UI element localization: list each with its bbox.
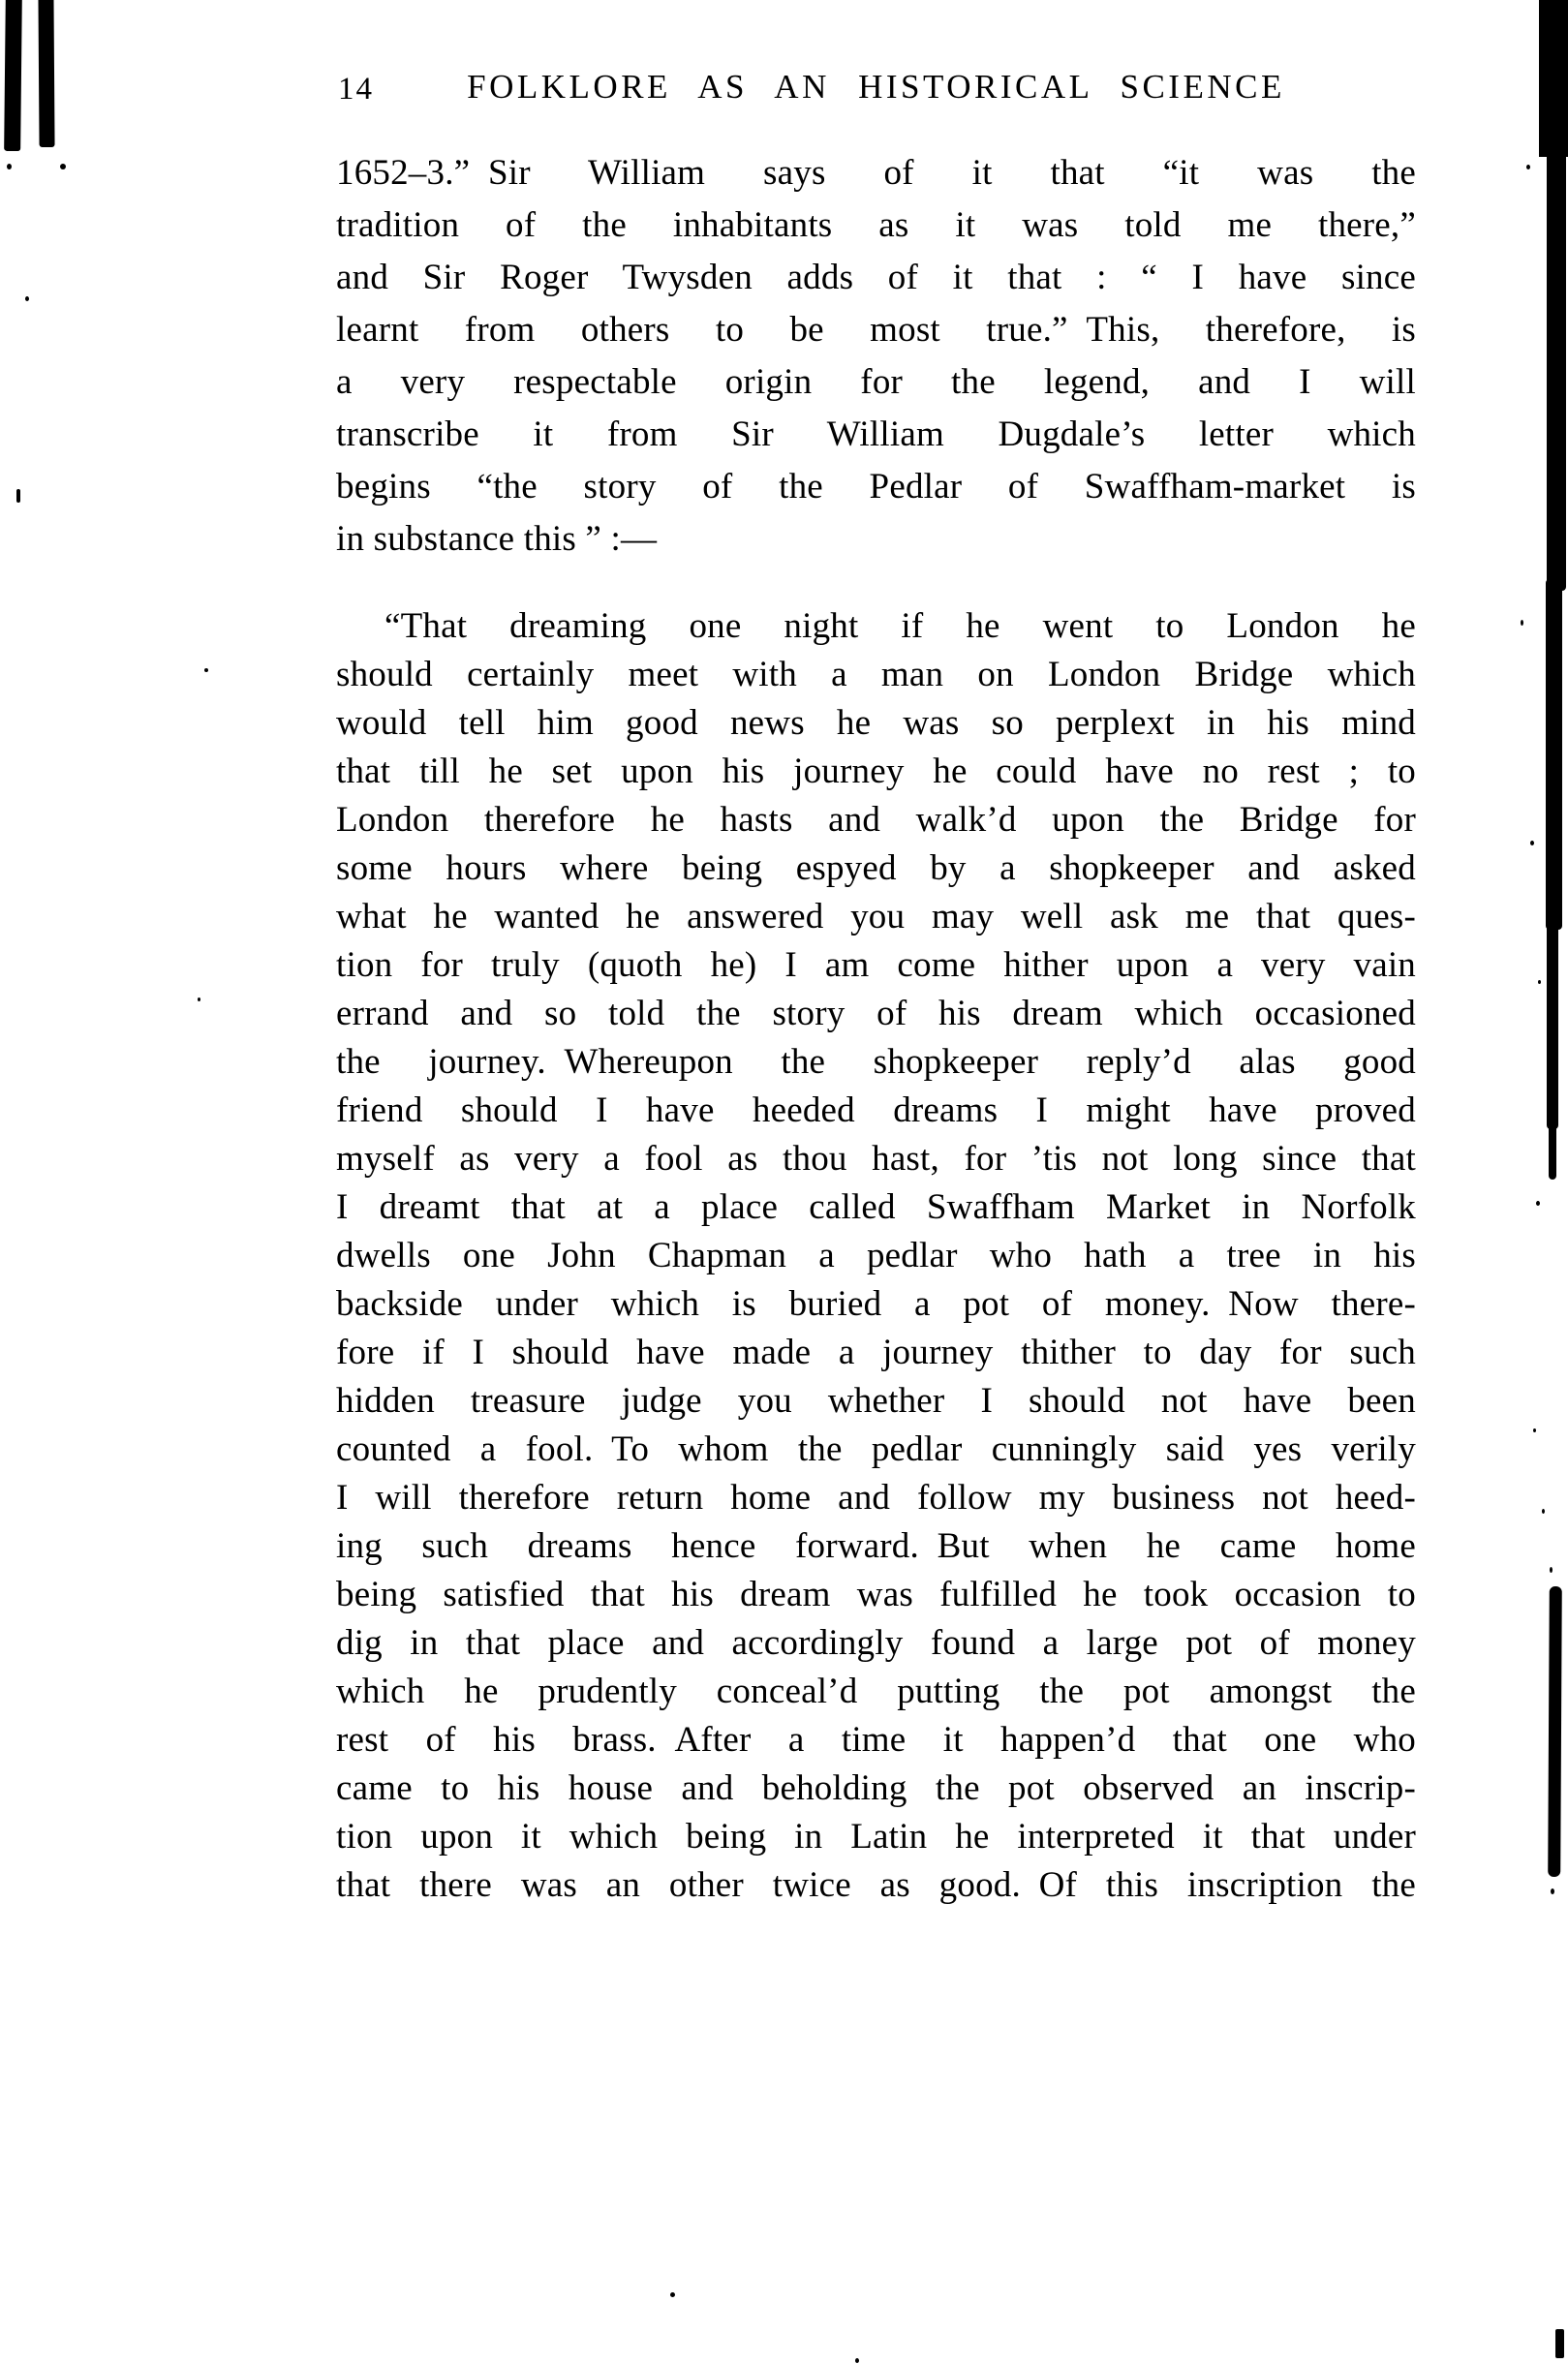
page-title: FOLKLORE AS AN HISTORICAL SCIENCE [467, 68, 1285, 106]
dust-speck [204, 668, 208, 672]
page-edge-mark-top-right [1539, 0, 1568, 157]
dust-speck [1526, 165, 1530, 169]
text-line: and Sir Roger Twysden adds of it that : “ I have since [336, 258, 1416, 297]
text-line: 1652–3.” Sir William says of it that “it was the [336, 153, 1416, 193]
page-edge-mark-bottom-right [1555, 2329, 1564, 2358]
text-line: fore if I should have made a journey thither to day for such [336, 1333, 1416, 1372]
text-line: I dreamt that at a place called Swaffham Market in Norfolk [336, 1187, 1416, 1227]
dust-speck [1536, 1201, 1540, 1206]
page-edge-mark-right-upper [1547, 145, 1566, 591]
text-line: came to his house and beholding the pot observed an inscrip- [336, 1768, 1416, 1808]
dust-speck [670, 2292, 675, 2297]
dust-speck [198, 998, 200, 1001]
text-line: learnt from others to be most true.” This, therefore, is [336, 310, 1416, 350]
dust-speck [1533, 1428, 1536, 1432]
text-line: tion for truly (quoth he) I am come hither upon a very vain [336, 945, 1416, 985]
dust-speck [1542, 1509, 1545, 1514]
text-line: what he wanted he answered you may well ask me that ques- [336, 897, 1416, 936]
text-line: tion upon it which being in Latin he interpreted it that under [336, 1817, 1416, 1857]
text-line: “That dreaming one night if he went to London he [384, 606, 1416, 646]
text-line: in substance this ” :— [336, 519, 658, 559]
text-line: dig in that place and accordingly found a large pot of money [336, 1623, 1416, 1663]
text-line: I will therefore return home and follow my business not heed- [336, 1478, 1416, 1518]
letter-paragraph [336, 602, 1416, 1910]
page-edge-mark-right-second [1548, 1586, 1562, 1877]
dust-speck [25, 296, 29, 301]
text-line: that there was an other twice as good. Of this inscription the [336, 1865, 1416, 1905]
text-line: that till he set upon his journey he could have no rest ; to [336, 752, 1416, 791]
text-line: the journey. Whereupon the shopkeeper reply’d alas good [336, 1042, 1416, 1082]
text-line: tradition of the inhabitants as it was told me there,” [336, 205, 1416, 245]
text-line: some hours where being espyed by a shopkeeper and asked [336, 848, 1416, 888]
page-edge-mark-right-lower [1547, 918, 1558, 1129]
dust-speck [855, 2358, 859, 2363]
text-line: rest of his brass. After a time it happen’d that one who [336, 1720, 1416, 1760]
binding-mark-left-1 [4, 0, 22, 151]
text-line: counted a fool. To whom the pedlar cunningly said yes verily [336, 1429, 1416, 1469]
text-line: backside under which is buried a pot of money. Now there- [336, 1284, 1416, 1324]
binding-mark-left-2 [38, 0, 54, 147]
dust-speck [7, 164, 12, 169]
text-line: would tell him good news he was so perplext in his mind [336, 703, 1416, 743]
dust-speck [1530, 841, 1534, 845]
text-line: which he prudently conceal’d putting the pot amongst the [336, 1672, 1416, 1711]
text-line: dwells one John Chapman a pedlar who hath a tree in his [336, 1236, 1416, 1275]
page-edge-mark-right-taper [1549, 1121, 1556, 1180]
dust-speck [16, 489, 20, 503]
intro-paragraph [336, 147, 1416, 566]
dust-speck [60, 164, 66, 169]
text-line: London therefore he hasts and walk’d upon the Bridge for [336, 800, 1416, 840]
dust-speck [1550, 1567, 1553, 1573]
dust-speck [1538, 980, 1541, 984]
dust-speck [1521, 620, 1523, 626]
text-line: hidden treasure judge you whether I should not have been [336, 1381, 1416, 1421]
text-line: errand and so told the story of his dream which occasioned [336, 994, 1416, 1033]
text-line: a very respectable origin for the legend, and I will [336, 362, 1416, 402]
text-line: being satisfied that his dream was fulfilled he took occasion to [336, 1575, 1416, 1614]
text-line: ing such dreams hence forward. But when he came home [336, 1526, 1416, 1566]
text-line: friend should I have heeded dreams I might have proved [336, 1090, 1416, 1130]
text-line: should certainly meet with a man on London Bridge which [336, 655, 1416, 694]
running-header [336, 68, 1416, 110]
text-line: myself as very a fool as thou hast, for ’tis not long since that [336, 1139, 1416, 1179]
text-line: transcribe it from Sir William Dugdale’s letter which [336, 414, 1416, 454]
text-line: begins “the story of the Pedlar of Swaffham-market is [336, 467, 1416, 507]
dust-speck [1551, 1888, 1554, 1894]
page-number: 14 [338, 72, 374, 107]
page-edge-mark-right-middle [1546, 579, 1562, 930]
